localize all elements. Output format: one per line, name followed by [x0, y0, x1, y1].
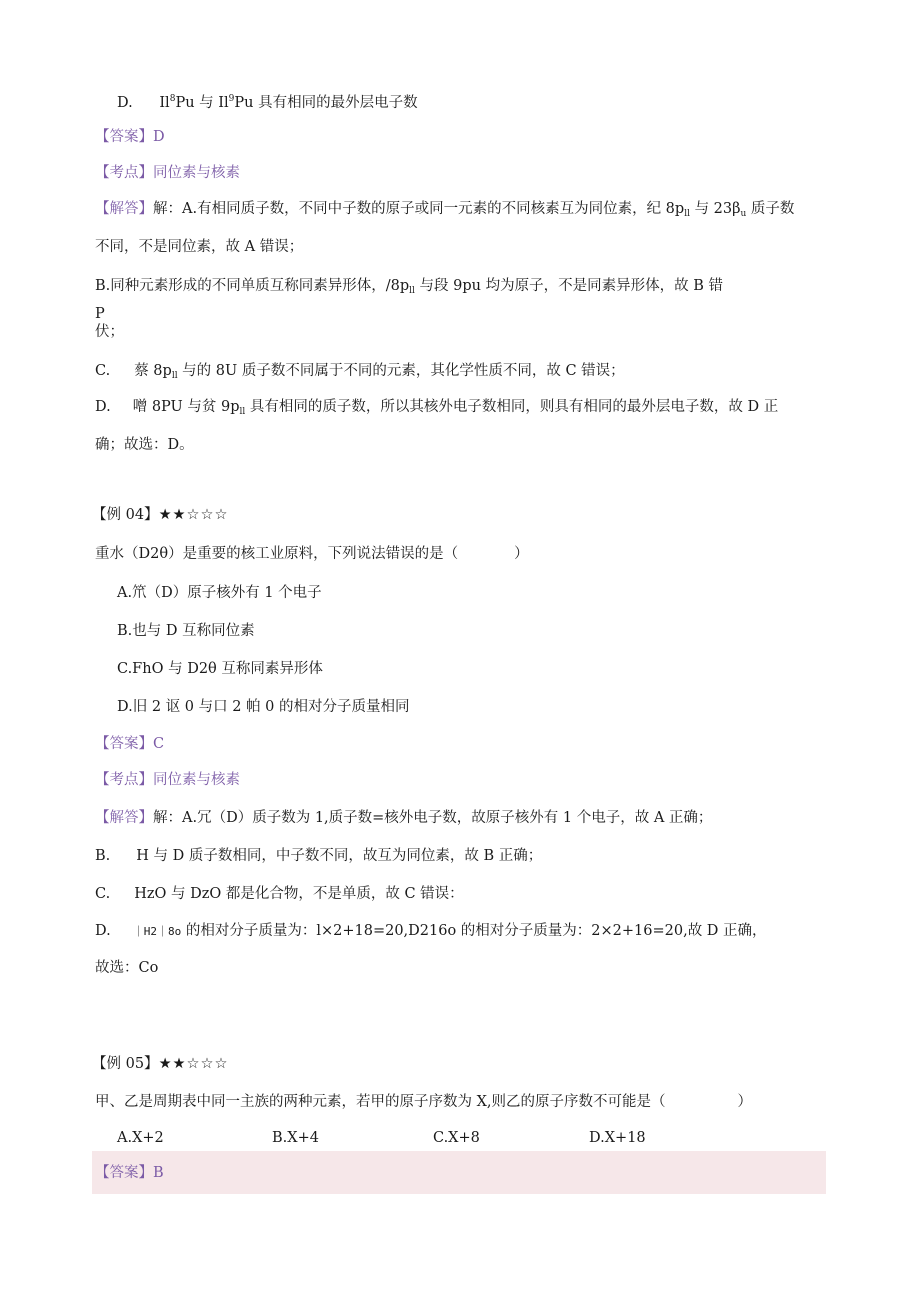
subscript: ll: [684, 209, 690, 219]
q03-solution-line-6: [95, 361, 625, 386]
solution-text: 解：A.冗（D）质子数为 1,质子数=核外电子数，故原子核外有 1 个电子，故 A 正确；: [153, 810, 713, 826]
answer-tag: 【答案】: [95, 736, 153, 752]
q03-solution-line-4: P: [95, 306, 105, 322]
subscript: ll: [171, 371, 178, 381]
q03-solution-line-8: 确；故选：D。: [95, 437, 194, 453]
q04-solution-line-1: [95, 808, 712, 828]
q05-stem: [95, 1092, 752, 1112]
option-text: Pu 具有相同的最外层电子数: [234, 95, 418, 111]
subscript: u: [740, 209, 747, 219]
solution-text: 质子数: [746, 201, 795, 217]
q03-solution-line-7: [95, 397, 778, 422]
q03-solution-line-1: [95, 199, 794, 224]
solution-text: 解：A.有相同质子数，不同中子数的原子或同一元素的不同核素互为同位素，纪 8p: [153, 201, 685, 217]
solution-text: 与段 9pu 均为原子，不是同素异形体，故 B 错: [414, 278, 723, 294]
q04-answer: [95, 734, 164, 754]
q05-answer: [95, 1163, 164, 1183]
q04-option-c: C.FhO 与 D2θ 互称同素异形体: [117, 661, 323, 677]
q05-option-c: C.X+8: [433, 1130, 480, 1146]
question-text: 甲、乙是周期表中同一主族的两种元素，若甲的原子序数为 X,则乙的原子序数不可能是（: [95, 1094, 666, 1110]
q03-answer: [95, 127, 165, 147]
solution-text: B.同种元素形成的不同单质互称同素异形体，/8p: [95, 278, 410, 294]
subscript: ll: [239, 407, 246, 417]
solution-text: HzO 与 DzO 都是化合物，不是单质，故 C 错误：: [134, 886, 464, 902]
q04-point: [95, 770, 240, 790]
question-text: ）: [737, 1094, 753, 1110]
superscript: 9: [228, 94, 235, 104]
answer-value: B: [153, 1165, 164, 1181]
solution-text: 与 23β: [689, 201, 741, 217]
superscript: 8: [169, 94, 176, 104]
q04-solution-line-2: [95, 846, 542, 866]
q04-solution-line-3: [95, 884, 464, 904]
q04-solution-line-5: 故选：Co: [95, 960, 159, 976]
option-letter: C.: [95, 886, 111, 902]
difficulty-stars: ★★☆☆☆: [158, 507, 229, 523]
solution-text: 与的 8U 质子数不同属于不同的元素，其化学性质不同，故 C 错误；: [177, 363, 625, 379]
solution-text: 噌 8PU 与贫 9p: [132, 399, 240, 415]
solution-text: H 与 D 质子数相同，中子数不同，故互为同位素，故 B 正确；: [136, 848, 543, 864]
q04-heading: [92, 505, 229, 525]
q03-solution-line-2: 不同，不是同位素，故 A 错误；: [95, 239, 304, 255]
question-text: ）: [514, 546, 529, 562]
q04-stem: [95, 544, 529, 564]
answer-highlight-band: [92, 1151, 826, 1194]
q05-heading: [92, 1054, 229, 1074]
solution-text: 蔡 8p: [134, 363, 172, 379]
q04-option-d: D.旧 2 讴 0 与口 2 帕 0 的相对分子质量相同: [117, 699, 410, 715]
option-text: Il: [159, 95, 170, 111]
point-value: 同位素与核素: [153, 165, 240, 181]
answer-tag: 【答案】: [95, 1165, 153, 1181]
q05-option-d: D.X+18: [589, 1130, 646, 1146]
difficulty-stars: ★★☆☆☆: [158, 1056, 229, 1072]
answer-value: C: [153, 736, 165, 752]
q05-option-b: B.X+4: [272, 1130, 319, 1146]
point-value: 同位素与核素: [153, 772, 240, 788]
question-text: 重水（D2θ）是重要的核工业原料，下列说法错误的是（: [95, 546, 459, 562]
option-letter: B.: [95, 848, 111, 864]
q05-option-a: A.X+2: [117, 1130, 164, 1146]
solution-text: 具有相同的质子数，所以其核外电子数相同，则具有相同的最外层电子数，故 D 正: [245, 399, 779, 415]
solution-tag: 【解答】: [95, 201, 153, 217]
option-letter: D.: [95, 399, 111, 415]
point-tag: 【考点】: [95, 165, 153, 181]
option-text: Pu 与 Il: [175, 95, 229, 111]
answer-tag: 【答案】: [95, 129, 153, 145]
option-letter: C.: [95, 363, 111, 379]
point-tag: 【考点】: [95, 772, 153, 788]
option-letter: D.: [95, 923, 111, 939]
formula-text: ｜H2｜8o: [132, 925, 182, 938]
subscript: ll: [409, 286, 415, 296]
answer-value: D: [153, 129, 165, 145]
solution-tag: 【解答】: [95, 810, 153, 826]
q03-point: [95, 163, 240, 183]
q03-solution-line-5: 伏；: [95, 324, 124, 340]
q04-solution-line-4: [95, 921, 767, 942]
q04-option-a: A.笊（D）原子核外有 1 个电子: [117, 585, 322, 601]
q04-option-b: B.也与 D 互称同位素: [117, 623, 255, 639]
q03-solution-line-3: [95, 276, 723, 301]
example-number: 【例 05】: [92, 1056, 159, 1072]
example-number: 【例 04】: [92, 507, 159, 523]
solution-text: 的相对分子质量为：l×2+18=20,D216o 的相对分子质量为：2×2+16=20,故 D 正确，: [181, 923, 767, 939]
option-letter: D.: [117, 95, 133, 111]
q03-option-d: [117, 89, 418, 113]
